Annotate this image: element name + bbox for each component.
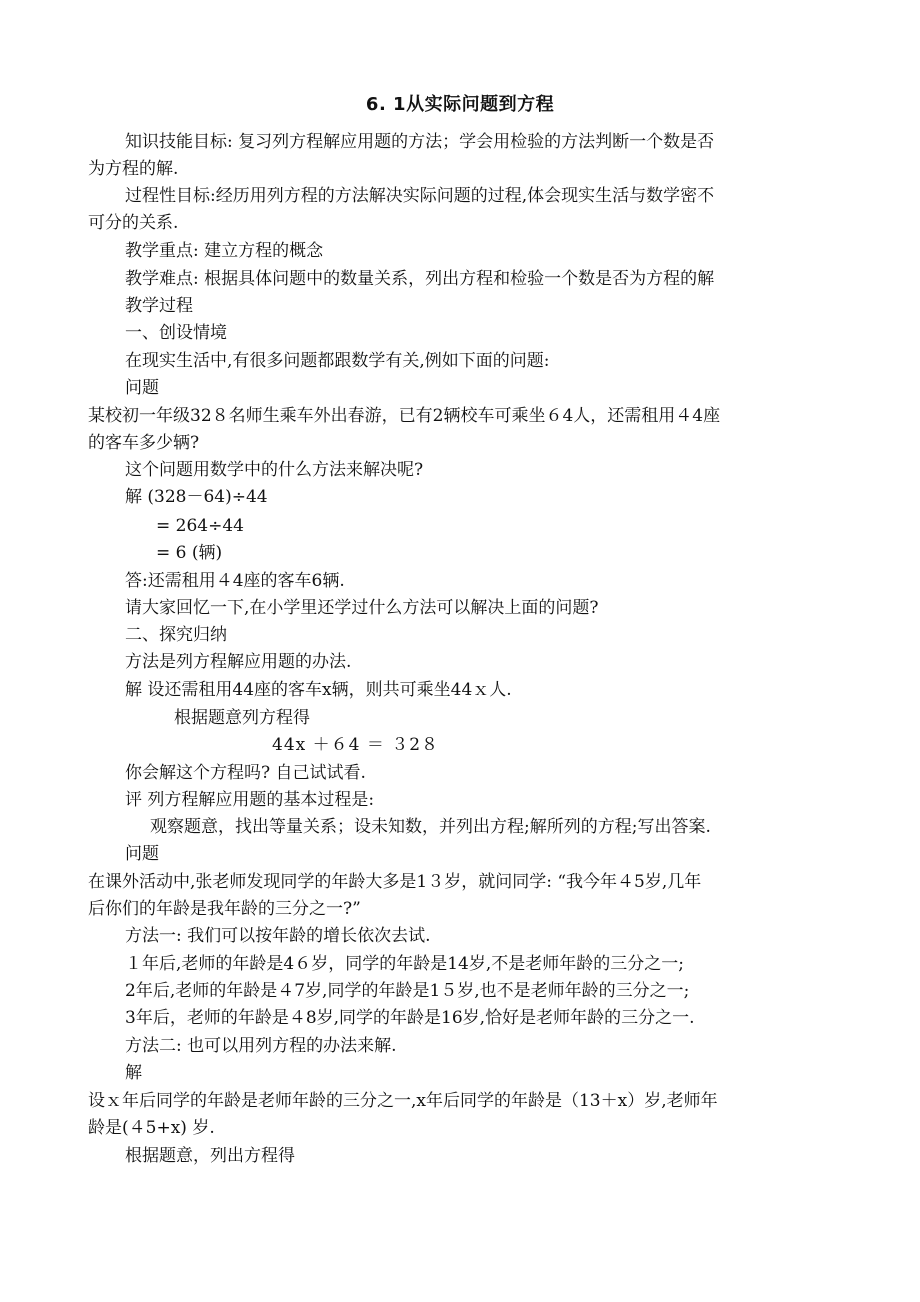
text-line: 某校初一年级32８名师生乘车外出春游，已有2辆校车可乘坐６4人，还需租用４4座: [88, 406, 721, 426]
page-title: 6. 1从实际问题到方程: [365, 94, 555, 115]
text-line: 解 设还需租用44座的客车x辆，则共可乘坐44ｘ人.: [125, 680, 512, 700]
text-line: 教学过程: [125, 296, 193, 316]
text-line: 在现实生活中,有很多问题都跟数学有关,例如下面的问题:: [125, 351, 550, 371]
text-line: 方法二: 也可以用列方程的办法来解.: [125, 1036, 397, 1056]
text-line: １年后,老师的年龄是4６岁，同学的年龄是14岁,不是老师年龄的三分之一;: [125, 954, 684, 974]
text-line: 的客车多少辆?: [88, 433, 200, 453]
text-line: 问题: [125, 378, 159, 398]
text-line: 在课外活动中,张老师发现同学的年龄大多是1３岁，就问同学: “我今年４5岁,几年: [88, 872, 702, 892]
text-line: 这个问题用数学中的什么方法来解决呢?: [125, 460, 424, 480]
text-line: 过程性目标:经历用列方程的方法解决实际问题的过程,体会现实生活与数学密不: [125, 186, 715, 206]
equation-line: 44x ＋６4 ＝ ３2８: [272, 735, 440, 755]
text-line: 2年后,老师的年龄是４7岁,同学的年龄是1５岁,也不是老师年龄的三分之一;: [125, 981, 690, 1001]
text-line: 为方程的解.: [88, 159, 179, 179]
section-heading: 一、创设情境: [125, 323, 227, 343]
text-line: 请大家回忆一下,在小学里还学过什么方法可以解决上面的问题?: [125, 598, 599, 618]
math-line: = 6 (辆): [156, 543, 223, 563]
math-line: 解 (328－64)÷44: [125, 487, 268, 507]
text-line: 答:还需租用４4座的客车6辆.: [125, 571, 345, 591]
text-line: 3年后，老师的年龄是４8岁,同学的年龄是16岁,恰好是老师年龄的三分之一.: [125, 1008, 695, 1028]
text-line: 你会解这个方程吗? 自己试试看.: [125, 763, 366, 783]
text-line: 后你们的年龄是我年龄的三分之一?”: [88, 899, 361, 919]
text-line: 评 列方程解应用题的基本过程是:: [125, 790, 375, 810]
text-line: 教学难点: 根据具体问题中的数量关系，列出方程和检验一个数是否为方程的解: [125, 269, 715, 289]
text-line: 设ｘ年后同学的年龄是老师年龄的三分之一,x年后同学的年龄是（13＋x）岁,老师年: [88, 1091, 718, 1111]
text-line: 根据题意列方程得: [174, 708, 310, 728]
section-heading: 二、探究归纳: [125, 625, 227, 645]
text-line: 可分的关系.: [88, 213, 179, 233]
math-line: = 264÷44: [156, 516, 244, 536]
text-line: 观察题意，找出等量关系；设未知数，并列出方程;解所列的方程;写出答案.: [150, 817, 711, 837]
text-line: 知识技能目标: 复习列方程解应用题的方法；学会用检验的方法判断一个数是否: [125, 132, 715, 152]
text-line: 问题: [125, 844, 159, 864]
text-line: 教学重点: 建立方程的概念: [125, 241, 324, 261]
text-line: 根据题意，列出方程得: [125, 1146, 295, 1166]
text-line: 龄是(４5+x) 岁.: [88, 1118, 215, 1138]
text-line: 解: [125, 1063, 142, 1083]
text-line: 方法一: 我们可以按年龄的增长依次去试.: [125, 926, 431, 946]
text-line: 方法是列方程解应用题的办法.: [125, 652, 352, 672]
